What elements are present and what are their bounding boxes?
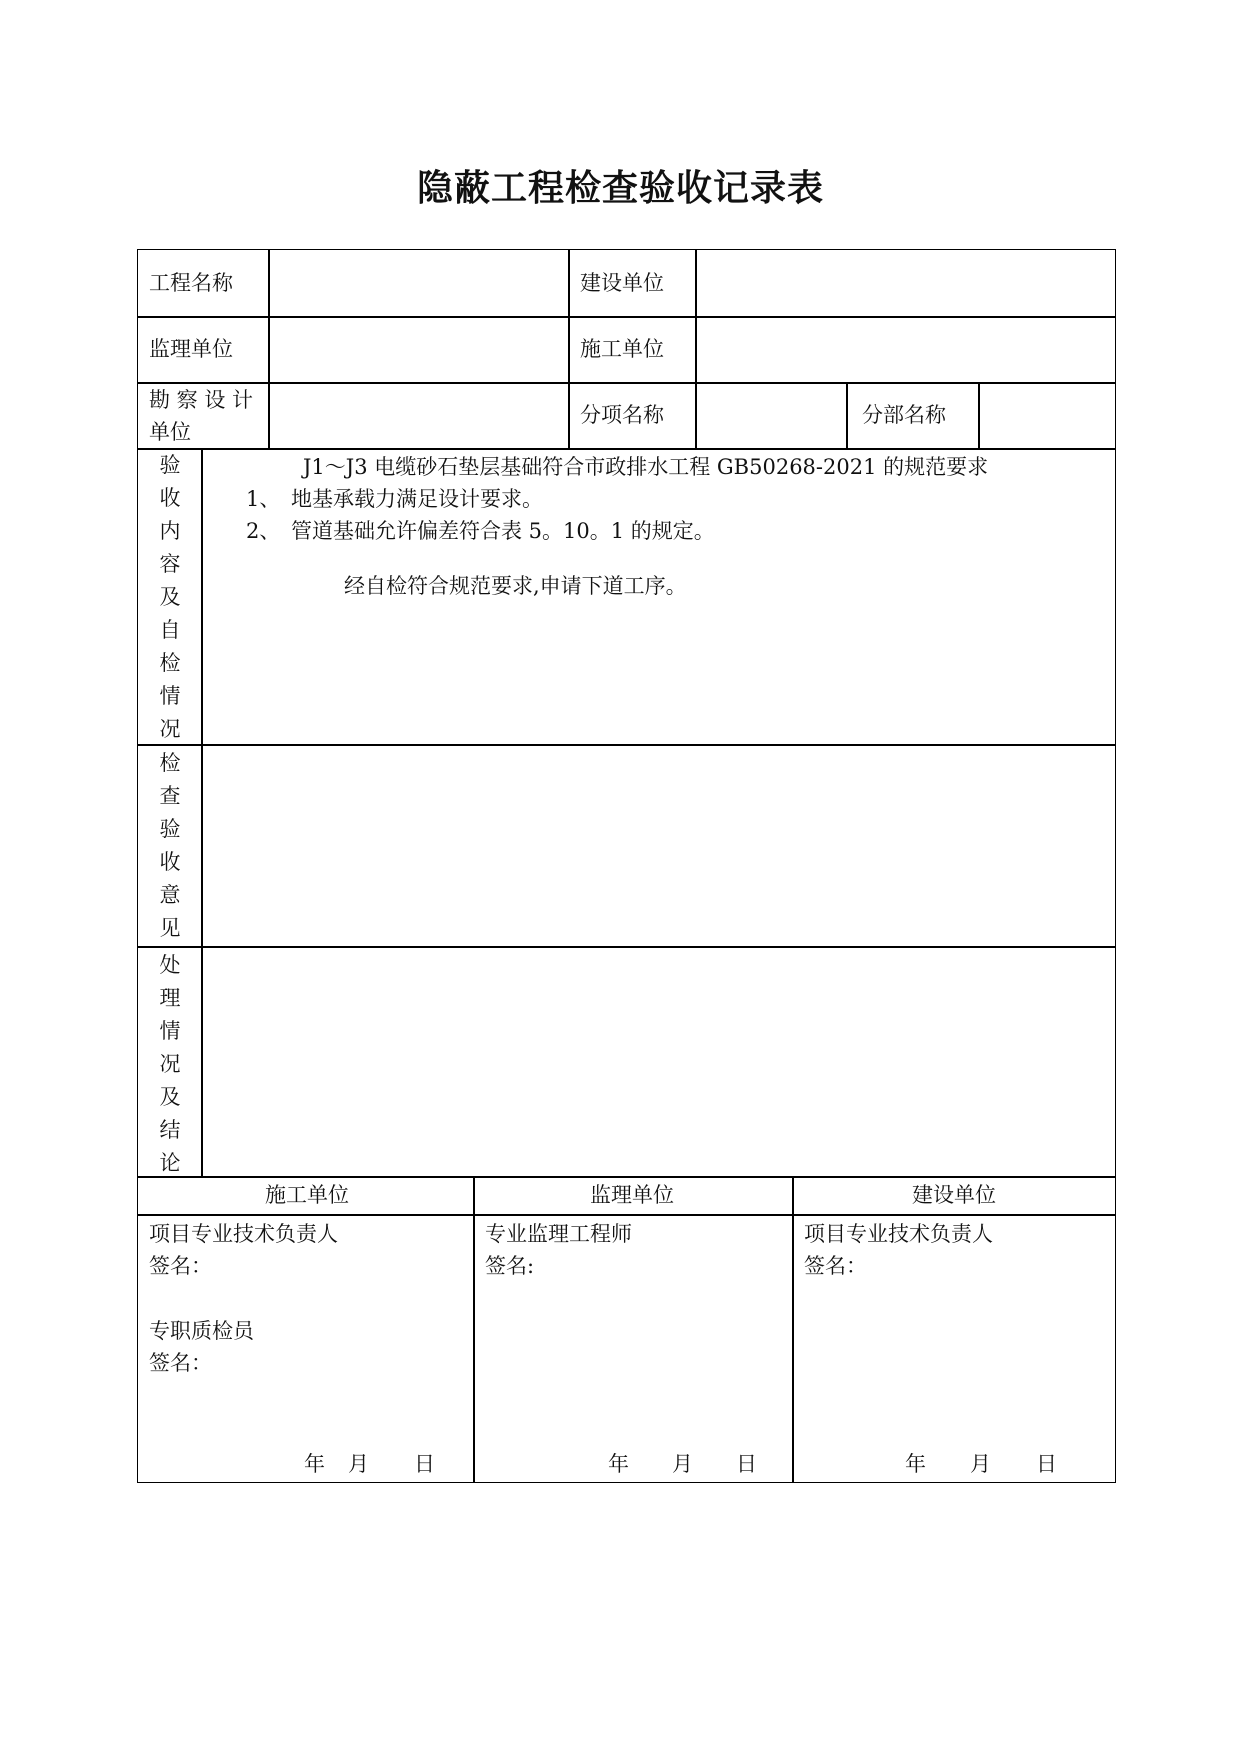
conclusion-label: 处理情况及结论	[159, 953, 181, 1175]
supervision-role1: 专业监理工程师	[485, 1222, 632, 1246]
column-divider	[473, 1176, 475, 1482]
client-unit-header: 建设单位	[912, 1183, 996, 1207]
construction-date-day: 日	[414, 1452, 435, 1476]
construction-sign1: 签名：	[149, 1254, 212, 1278]
supervision-date-month: 月	[672, 1452, 693, 1476]
client-date-day: 日	[1036, 1452, 1057, 1476]
supervision-unit-header: 监理单位	[590, 1183, 674, 1207]
row-divider	[138, 448, 1115, 450]
construction-sign2: 签名：	[149, 1351, 212, 1375]
inspection-item2-number: 2、	[246, 519, 281, 543]
row-divider	[138, 744, 1115, 746]
column-divider	[695, 250, 697, 448]
column-divider	[268, 250, 270, 448]
opinion-label: 检查验收意见	[159, 751, 181, 940]
construction-role1: 项目专业技术负责人	[149, 1222, 338, 1246]
construction-role2: 专职质检员	[149, 1319, 254, 1343]
column-divider	[568, 250, 570, 448]
client-date-month: 月	[970, 1452, 991, 1476]
client-date-year: 年	[905, 1452, 926, 1476]
row-divider	[138, 1176, 1115, 1178]
construction-unit-header: 施工单位	[265, 1183, 349, 1207]
project-name-label: 工程名称	[149, 271, 233, 295]
row-divider	[138, 1214, 1115, 1216]
division-name-label: 分部名称	[862, 403, 946, 427]
column-divider	[792, 1176, 794, 1482]
inspection-item1-number: 1、	[246, 487, 281, 511]
supervision-date-day: 日	[736, 1452, 757, 1476]
survey-design-label-line1: 勘 察 设 计	[149, 388, 254, 412]
row-divider	[138, 946, 1115, 948]
supervision-date-year: 年	[608, 1452, 629, 1476]
inspection-line1: J1～J3 电缆砂石垫层基础符合市政排水工程 GB50268-2021 的规范要求	[303, 455, 989, 479]
row-divider	[138, 382, 1115, 384]
self-check-statement: 经自检符合规范要求,申请下道工序。	[344, 574, 687, 598]
survey-design-label-line2: 单位	[149, 420, 191, 444]
document-title: 隐蔽工程检查验收记录表	[416, 168, 824, 209]
column-divider	[846, 382, 848, 448]
supervision-unit-label: 监理单位	[149, 337, 233, 361]
supervision-sign1: 签名:	[485, 1254, 535, 1278]
column-divider	[201, 448, 203, 1176]
inspection-item2-text: 管道基础允许偏差符合表 5。10。1 的规定。	[291, 519, 715, 543]
construction-date-month: 月	[348, 1452, 369, 1476]
client-unit-label: 建设单位	[580, 271, 664, 295]
client-sign1: 签名：	[804, 1254, 867, 1278]
row-divider	[138, 316, 1115, 318]
construction-date-year: 年	[304, 1452, 325, 1476]
column-divider	[978, 382, 980, 448]
inspection-item1-text: 地基承载力满足设计要求。	[291, 487, 543, 511]
subitem-name-label: 分项名称	[580, 403, 664, 427]
record-table	[137, 249, 1116, 1483]
client-role1: 项目专业技术负责人	[804, 1222, 993, 1246]
inspection-label: 验收内容及自检情况	[159, 453, 181, 741]
construction-unit-label: 施工单位	[580, 337, 664, 361]
